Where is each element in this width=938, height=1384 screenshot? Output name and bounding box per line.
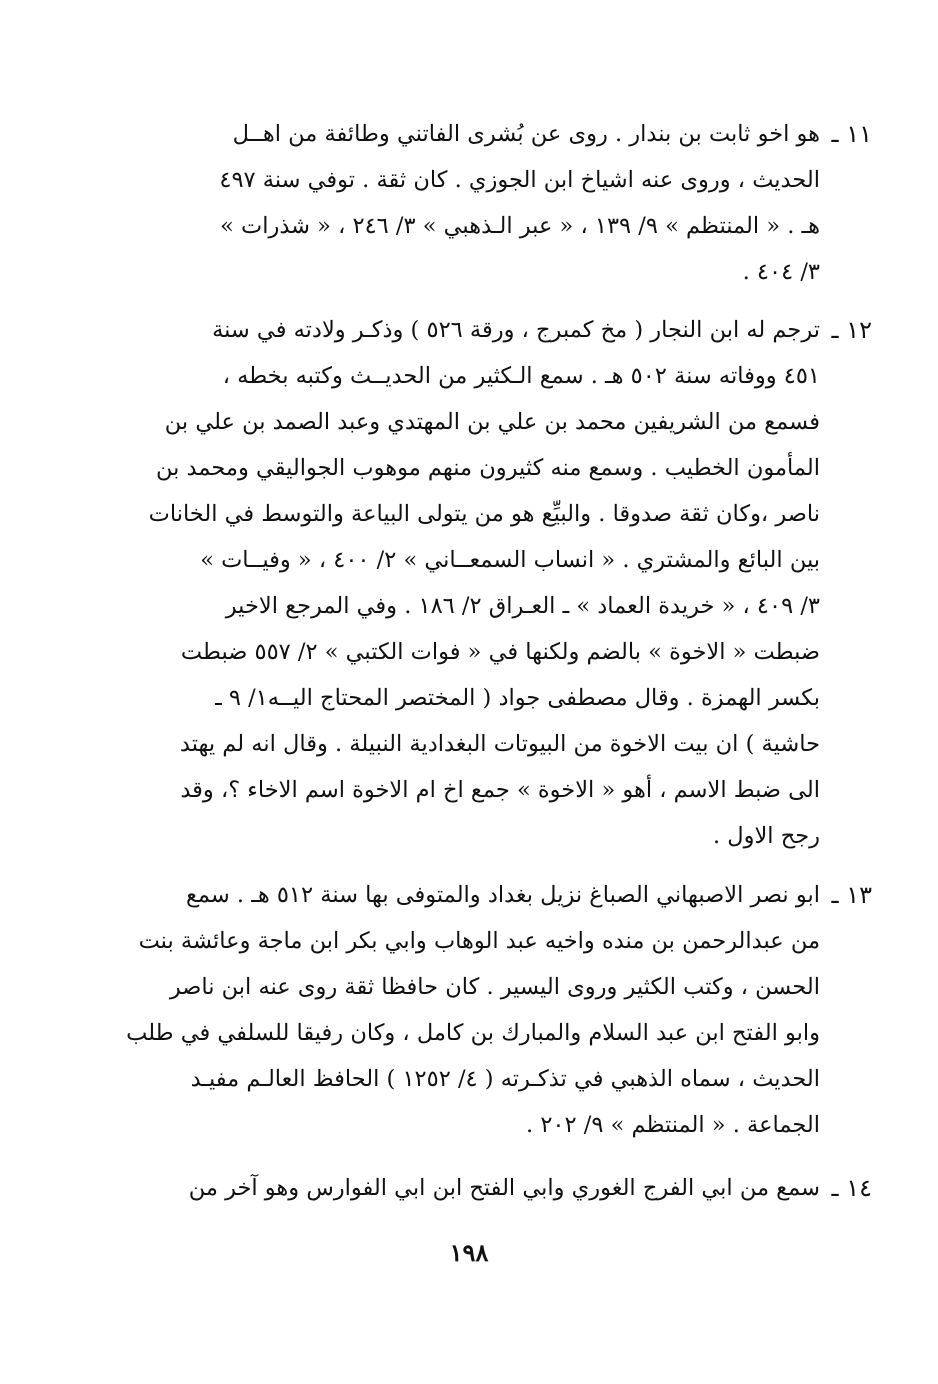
- footnote-line: بين البائع والمشتري . « انساب السمعــاني » ٢/ ٤٠٠ ، « وفيــات »: [200, 547, 820, 573]
- footnote-13: [120, 872, 872, 1148]
- footnote-line: ابو نصر الاصبهاني الصباغ نزيل بغداد والمتوفى بها سنة ٥١٢ هـ . سمع: [185, 882, 820, 908]
- footnote-line: ٣/ ٤٠٤ .: [742, 259, 820, 285]
- footnote-line: ضبطت « الاخوة » بالضم ولكنها في « فوات الكتبي » ٢/ ٥٥٧ ضبطت: [180, 639, 820, 665]
- footnote-number: ١٣ ـ: [831, 881, 872, 909]
- footnote-line: الى ضبط الاسم ، أهو « الاخوة » جمع اخ ام الاخوة اسم الاخاء ؟، وقد: [180, 777, 820, 803]
- footnote-line: رجح الاول .: [712, 823, 820, 849]
- footnote-line: سمع من ابي الفرج الغوري وابي الفتح ابن ابي الفوارس وهو آخر من: [188, 1175, 820, 1201]
- footnote-line: من عبدالرحمن بن منده واخيه عبد الوهاب وابي بكر ابن ماجة وعائشة بنت: [138, 928, 820, 954]
- footnote-number: ١١ ـ: [831, 120, 872, 148]
- footnote-12: [120, 307, 872, 859]
- footnote-line: المأمون الخطيب . وسمع منه كثيرون منهم موهوب الجواليقي ومحمد بن: [156, 455, 820, 481]
- footnote-line: ترجم له ابن النجار ( مخ كمبرج ، ورقة ٥٢٦ ) وذكـر ولادته في سنة: [212, 317, 820, 343]
- page-number: ١٩٨: [449, 1238, 489, 1267]
- footnote-14: [120, 1165, 872, 1211]
- footnote-number: ١٢ ـ: [831, 316, 872, 344]
- footnote-line: بكسر الهمزة . وقال مصطفى جواد ( المختصر المحتاج اليــه١/ ٩ ـ: [215, 685, 820, 711]
- footnote-number: ١٤ ـ: [831, 1174, 872, 1202]
- footnote-line: ٤٥١ ووفاته سنة ٥٠٢ هـ . سمع الـكثير من الحديــث وكتبه بخطه ،: [222, 363, 820, 389]
- footnote-line: وابو الفتح ابن عبد السلام والمبارك بن كامل ، وكان رفيقا للسلفي في طلب: [126, 1020, 820, 1046]
- footnote-line: الحديث ، وروى عنه اشياخ ابن الجوزي . كان ثقة . توفي سنة ٤٩٧: [219, 167, 820, 193]
- footnote-line: ناصر ،وكان ثقة صدوقا . والبيِّع هو من يتولى البياعة والتوسط في الخانات: [148, 501, 820, 527]
- footnote-line: فسمع من الشريفين محمد بن علي بن المهتدي وعبد الصمد بن علي بن: [164, 409, 820, 435]
- footnote-line: الحسن ، وكتب الكثير وروى اليسير . كان حافظا ثقة روى عنه ابن ناصر: [169, 974, 820, 1000]
- footnote-line: هو اخو ثابت بن بندار . روى عن بُشرى الفاتني وطائفة من اهــل: [232, 121, 820, 147]
- footnote-line: ٣/ ٤٠٩ ، « خريدة العماد » ـ العـراق ٢/ ١٨٦ . وفي المرجع الاخير: [225, 593, 820, 619]
- footnote-line: هـ . « المنتظم » ٩/ ١٣٩ ، « عبر الـذهبي » ٣/ ٢٤٦ ، « شذرات »: [220, 213, 820, 239]
- footnote-line: حاشية ) ان بيت الاخوة من البيوتات البغدادية النبيلة . وقال انه لم يهتد: [179, 731, 820, 757]
- footnote-line: الحديث ، سماه الذهبي في تذكـرته ( ٤/ ١٢٥٢ ) الحافظ العالـم مفيـد: [190, 1066, 820, 1092]
- footnote-line: الجماعة . « المنتظم » ٩/ ٢٠٢ .: [526, 1112, 820, 1138]
- footnote-11: [120, 111, 872, 295]
